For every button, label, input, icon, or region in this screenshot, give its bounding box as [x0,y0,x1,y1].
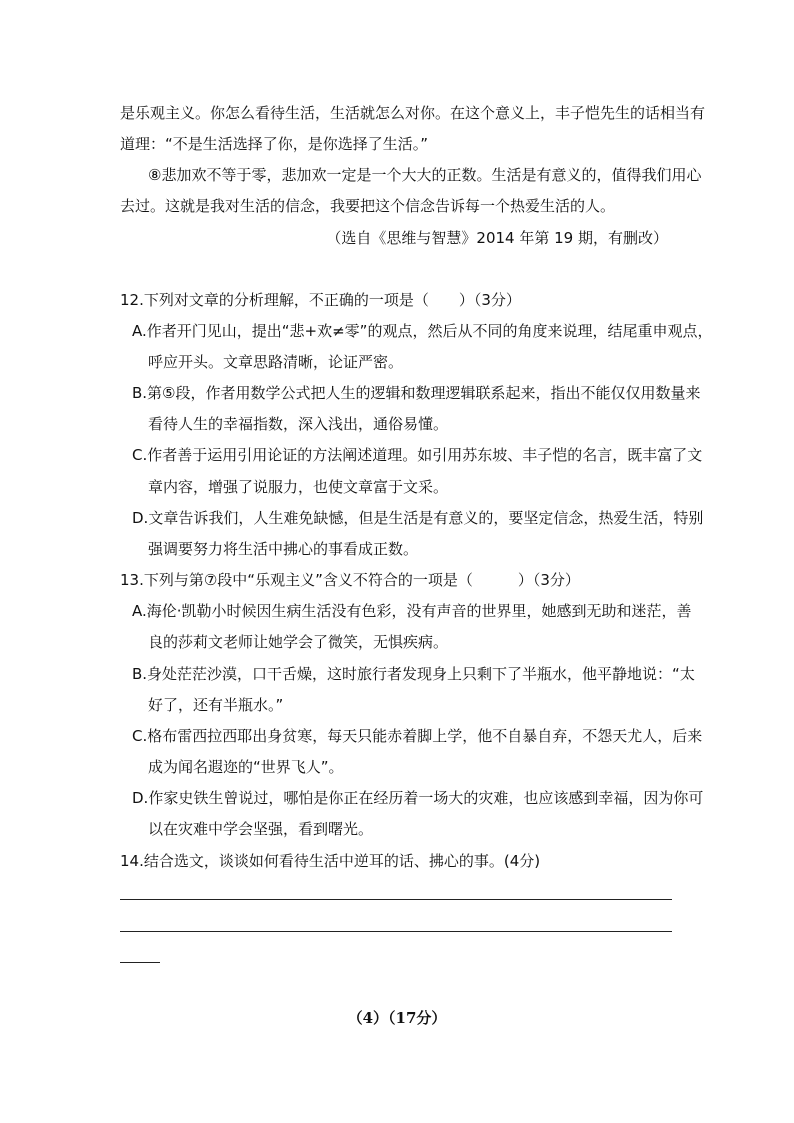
passage-line-1: 是乐观主义。你怎么看待生活，生活就怎么对你。在这个意义上，丰子恺先生的话相当有 [120,104,706,122]
question-12-option-c-cont: 章内容，增强了说服力，也使文章富于文采。 [148,478,449,496]
question-12-option-a: A.作者开门见山，提出“悲+欢≠零”的观点，然后从不同的角度来说理，结尾重申观点， [132,322,713,340]
question-13-option-a-cont: 良的莎莉文老师让她学会了微笑，无惧疾病。 [148,633,449,651]
question-12-option-a-cont: 呼应开头。文章思路清晰，论证严密。 [148,353,404,371]
question-13-option-b: B.身处茫茫沙漠，口干舌燥，这时旅行者发现身上只剩下了半瓶水，他平静地说：“太 [132,665,695,683]
question-12-option-d: D.文章告诉我们，人生难免缺憾，但是生活是有意义的，要坚定信念，热爱生活，特别 [132,509,704,527]
question-12-option-d-cont: 强调要努力将生活中拂心的事看成正数。 [148,540,419,558]
passage-line-2: 道理：“不是生活选择了你，是你选择了生活。” [120,135,429,153]
answer-line-2[interactable] [120,931,672,932]
answer-line-1[interactable] [120,899,672,900]
question-12-option-b: B.第⑤段，作者用数学公式把人生的逻辑和数理逻辑联系起来，指出不能仅仅用数量来 [132,384,701,402]
passage-source: （选自《思维与智慧》2014 年第 19 期，有删改） [326,229,668,247]
question-13-option-b-cont: 好了，还有半瓶水。” [148,696,284,714]
question-12-option-b-cont: 看待人生的幸福指数，深入浅出，通俗易懂。 [148,415,449,433]
question-12-option-c: C.作者善于运用引用论证的方法阐述道理。如引用苏东坡、丰子恺的名言，既丰富了文 [132,446,703,464]
question-13-option-d-cont: 以在灾难中学会坚强，看到曙光。 [148,820,374,838]
question-13-option-d: D.作家史铁生曾说过，哪怕是你正在经历着一场大的灾难，也应该感到幸福，因为你可 [132,789,704,807]
paragraph-8-line-2: 去过。这就是我对生活的信念，我要把这个信念告诉每一个热爱生活的人。 [120,197,616,215]
question-12-stem: 12.下列对文章的分析理解，不正确的一项是（ ）（3分） [120,291,521,309]
question-13-option-a: A.海伦·凯勒小时候因生病生活没有色彩，没有声音的世界里，她感到无助和迷茫，善 [132,602,692,620]
question-13-option-c-cont: 成为闻名遐迩的“世界飞人”。 [148,758,344,776]
section-heading: （4）（17分） [347,1009,447,1027]
question-13-option-c: C.格布雷西拉西耶出身贫寒，每天只能赤着脚上学，他不自暴自弃，不怨天尤人，后来 [132,727,703,745]
question-13-stem: 13.下列与第⑦段中“乐观主义”含义不符合的一项是（ ）（3分） [120,571,580,589]
paragraph-8-line-1: ⑧悲加欢不等于零，悲加欢一定是一个大大的正数。生活是有意义的，值得我们用心 [148,166,702,184]
question-14-stem: 14.结合选文，谈谈如何看待生活中逆耳的话、拂心的事。(4分) [120,852,541,870]
answer-line-3[interactable] [120,962,160,963]
